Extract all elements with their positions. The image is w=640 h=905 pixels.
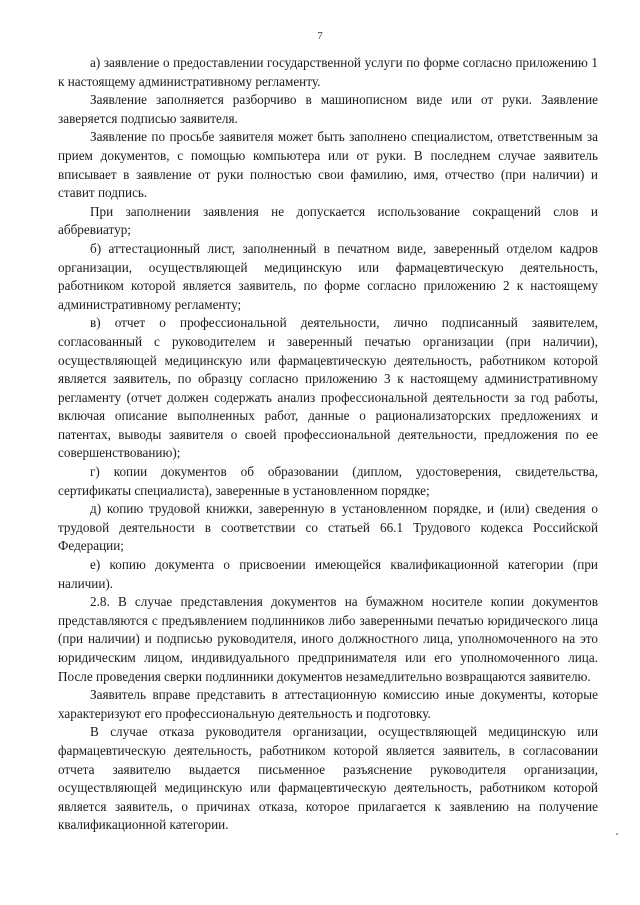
- paragraph-specialist-fill: Заявление по просьбе заявителя может быть заполнено специалистом, ответственным за прием документов, с помощью компьютера или от руки. В последнем случае заявитель вписывает в заявление от руки полностью свои фамилию, имя, отчество (при наличии) и ставит подпись.: [58, 129, 598, 201]
- paragraph-no-abbreviations: При заполнении заявления не допускается использование сокращений слов и аббревиатур;: [58, 203, 598, 238]
- paragraph-refusal: В случае отказа руководителя организации, осуществляющей медицинскую или фармацевтическую деятельность, работником которой является заявитель, в согласовании отчета заявителю выдается письменное разъяснение руководителя организации, осуществляющей медицинскую или фармацевтическую деятельность, работником которой является заявитель, о причинах отказа, которое прилагается к заявлению на получение квалификационной категории.: [58, 724, 598, 833]
- paragraph-legibility: Заявление заполняется разборчиво в машинописном виде или от руки. Заявление заверяется подписью заявителя.: [58, 92, 598, 126]
- paragraph-item-v: в) отчет о профессиональной деятельности, лично подписанный заявителем, согласованный с руководителем и заверенный печатью организации (при наличии), осуществляющей медицинскую или фармацевтическую деятельность, работником которой является заявитель, по образцу согласно приложению 3 к настоящему административному регламенту (отчет должен содержать анализ профессиональной деятельности за год работы, включая описание выполненных работ, данные о рационализаторских предложениях и патентах, выводы заявителя о своей профессиональной деятельности, предложения по ее совершенствованию);: [58, 315, 598, 461]
- paragraph-other-documents: Заявитель вправе представить в аттестационную комиссию иные документы, которые характеризуют его профессиональную деятельность и подготовку.: [58, 687, 598, 721]
- paragraph-item-e: е) копию документа о присвоении имеющейся квалификационной категории (при наличии).: [58, 557, 598, 591]
- paragraph-item-d: д) копию трудовой книжки, заверенную в установленном порядке, и (или) сведения о трудовой деятельности в соответствии со статьей 66.1 Трудового кодекса Российской Федерации;: [58, 501, 598, 554]
- scan-speck: [616, 833, 618, 835]
- paragraph-item-a: а) заявление о предоставлении государственной услуги по форме согласно приложению 1 к настоящему административному регламенту.: [58, 55, 598, 89]
- page-number: 7: [317, 30, 323, 42]
- document-body: [58, 54, 598, 835]
- paragraph-item-b: б) аттестационный лист, заполненный в печатном виде, заверенный отделом кадров организации, осуществляющей медицинскую или фармацевтическую деятельность, работником которой является заявитель, по форме согласно приложению 2 к настоящему административному регламенту;: [58, 240, 598, 312]
- paragraph-section-2-8: 2.8. В случае представления документов на бумажном носителе копии документов представляются с предъявлением подлинников либо заверенными печатью юридического лица (при наличии) и подписью руководителя, иного должностного лица, уполномоченного на это юридическим лицом, индивидуального предпринимателя или его уполномоченного лица. После проведения сверки подлинники документов незамедлительно возвращаются заявителю.: [58, 594, 598, 684]
- paragraph-item-g: г) копии документов об образовании (диплом, удостоверения, свидетельства, сертификаты специалиста), заверенные в установленном порядке;: [58, 464, 598, 498]
